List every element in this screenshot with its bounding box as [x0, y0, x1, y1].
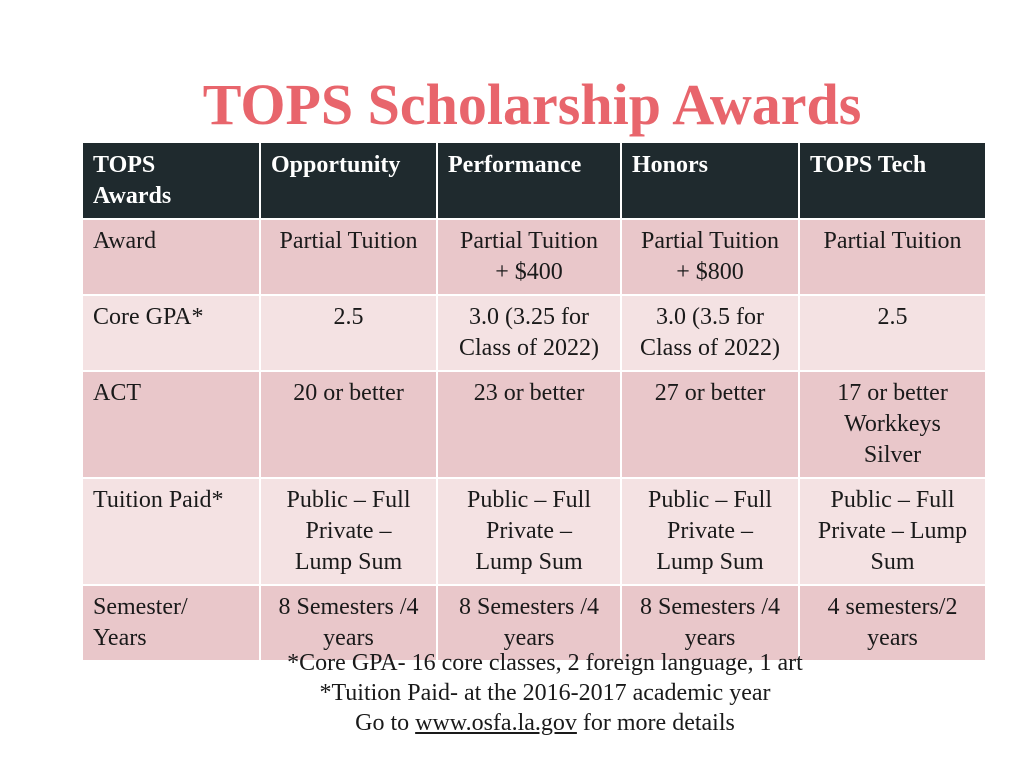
- footnote-tuition-paid: *Tuition Paid- at the 2016-2017 academic year: [319, 680, 771, 706]
- row-label: Core GPA*: [82, 295, 260, 371]
- table-cell: 27 or better: [621, 371, 799, 478]
- header-cell-tops-tech: TOPS Tech: [799, 142, 986, 219]
- table-row-act: [82, 371, 986, 478]
- table-cell: Public – Full Private – Lump Sum: [621, 478, 799, 585]
- table-cell: Partial Tuition + $400: [437, 219, 621, 295]
- table-cell: 2.5: [260, 295, 437, 371]
- table-row-award: [82, 219, 986, 295]
- table-cell: 2.5: [799, 295, 986, 371]
- table-cell: 4 semesters/2 years: [799, 585, 986, 661]
- row-label: ACT: [82, 371, 260, 478]
- table-header-row: [82, 142, 986, 219]
- header-cell-honors: Honors: [621, 142, 799, 219]
- table-row-tuition-paid: [82, 478, 986, 585]
- table-cell: 8 Semesters /4 years: [621, 585, 799, 661]
- table-cell: 23 or better: [437, 371, 621, 478]
- table-cell: Public – Full Private – Lump Sum: [799, 478, 986, 585]
- table-cell: 3.0 (3.25 for Class of 2022): [437, 295, 621, 371]
- table-cell: 20 or better: [260, 371, 437, 478]
- osfa-website-link[interactable]: www.osfa.la.gov: [415, 710, 577, 736]
- table-cell: Public – Full Private – Lump Sum: [260, 478, 437, 585]
- page-title: TOPS Scholarship Awards: [202, 72, 862, 137]
- table-cell: 8 Semesters /4 years: [260, 585, 437, 661]
- more-details-suffix: for more details: [576, 710, 735, 736]
- table-cell: Public – Full Private – Lump Sum: [437, 478, 621, 585]
- header-cell-tops-awards: TOPS Awards: [82, 142, 260, 219]
- table-cell: 17 or better Workkeys Silver: [799, 371, 986, 478]
- table-cell: Partial Tuition: [799, 219, 986, 295]
- footnote-core-gpa: *Core GPA- 16 core classes, 2 foreign language, 1 art: [287, 650, 803, 676]
- row-label: Semester/ Years: [82, 585, 260, 661]
- header-cell-performance: Performance: [437, 142, 621, 219]
- table-cell: Partial Tuition: [260, 219, 437, 295]
- row-label: Tuition Paid*: [82, 478, 260, 585]
- header-cell-opportunity: Opportunity: [260, 142, 437, 219]
- table-cell: 3.0 (3.5 for Class of 2022): [621, 295, 799, 371]
- table-row-core-gpa: [82, 295, 986, 371]
- footnotes: [0, 648, 1024, 738]
- awards-table: [81, 141, 987, 662]
- more-details-prefix: Go to: [355, 710, 416, 736]
- table-cell: 8 Semesters /4 years: [437, 585, 621, 661]
- table-cell: Partial Tuition + $800: [621, 219, 799, 295]
- footnote-more-details: [0, 708, 1024, 738]
- row-label: Award: [82, 219, 260, 295]
